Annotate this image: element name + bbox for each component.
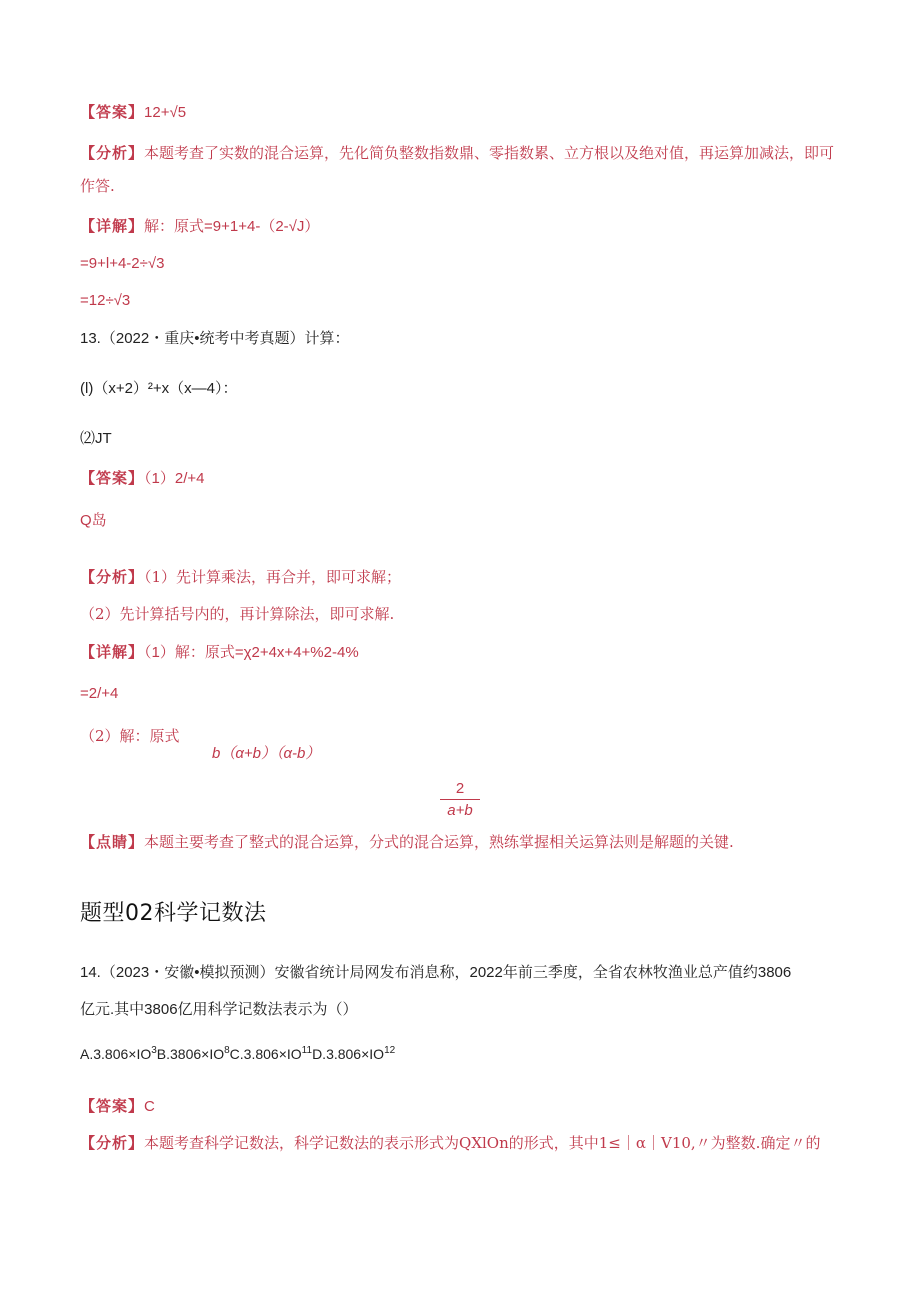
q13-part-1: (l)（x+2）²+x（x—4）： — [80, 380, 238, 397]
q12-step-2: =12÷√3 — [80, 292, 131, 309]
q13-detail — [80, 641, 842, 664]
detail-label: 【详解】 — [80, 643, 145, 661]
q13-answer-2: Q岛 — [80, 512, 107, 529]
q14-title-line-2: 亿元.其中3806亿用科学记数法表示为（） — [80, 1001, 358, 1018]
comment-label: 【点睛】 — [80, 833, 145, 851]
option-b[interactable]: $B.3806\times IO^8$ — [156, 1045, 230, 1062]
analysis-label: 【分析】 — [80, 1134, 145, 1152]
q12-step-1: =9+l+4-2÷√3 — [80, 255, 165, 272]
q14-answer — [80, 1095, 842, 1118]
option-a[interactable]: $A.3.806\times IO^3$ — [80, 1045, 157, 1062]
section-heading: 题型02科学记数法 — [80, 901, 267, 926]
detail-text: 解：原式=9+1+4-（2-√J） — [144, 218, 320, 235]
answer-label: 【答案】 — [80, 103, 145, 121]
q13-detail-2: （2）解：原式 — [80, 727, 180, 745]
q13-detail-2-expr: b（α+b）（α-b） — [212, 745, 321, 762]
q13-title: 13.（2022・重庆•统考中考真题）计算： — [80, 330, 350, 347]
q13-comment — [80, 831, 842, 853]
q13-analysis-2: （2）先计算括号内的，再计算除法，即可求解. — [80, 605, 395, 623]
q13-answer — [80, 467, 842, 490]
q12-analysis — [80, 137, 842, 203]
analysis-text: 本题考查了实数的混合运算，先化简负整数指数鼎、零指数累、立方根以及绝对值，再运算加减法，即可作答. — [80, 144, 835, 195]
q13-analysis — [80, 566, 842, 588]
q14-options — [80, 1043, 842, 1065]
answer-value: 12+√5 — [144, 104, 187, 121]
q12-detail — [80, 215, 842, 238]
q14-analysis — [80, 1132, 842, 1154]
analysis-label: 【分析】 — [80, 144, 145, 162]
analysis-label: 【分析】 — [80, 568, 145, 586]
option-d[interactable]: $D.3.806\times IO^{12}$ — [312, 1045, 396, 1062]
analysis-text-1: （1）先计算乘法，再合并，即可求解； — [144, 568, 402, 586]
q13-detail-1-step: =2/+4 — [80, 685, 119, 702]
option-c[interactable]: $C.3.806\times IO^{11}$ — [229, 1045, 313, 1062]
q13-part-2: ⑵JT — [80, 430, 112, 447]
fraction-denominator: a+b — [447, 802, 473, 819]
analysis-text: 本题考查科学记数法，科学记数法的表示形式为QXlOn的形式，其中1≤｜α｜V10,〃为整数.确定〃的 — [144, 1134, 821, 1152]
detail-text-1: （1）解：原式=χ2+4x+4+%2-4% — [144, 644, 359, 661]
comment-text: 本题主要考查了整式的混合运算，分式的混合运算，熟练掌握相关运算法则是解题的关键. — [144, 833, 734, 851]
q13-fraction — [440, 779, 480, 822]
answer-value: C — [144, 1098, 155, 1115]
answer-value: （1）2/+4 — [144, 470, 205, 487]
q12-answer — [80, 101, 842, 124]
detail-label: 【详解】 — [80, 217, 145, 235]
answer-label: 【答案】 — [80, 1097, 145, 1115]
answer-label: 【答案】 — [80, 469, 145, 487]
fraction-numerator: 2 — [440, 779, 480, 800]
q14-title-line-1: 14.（2023・安徽•模拟预测）安徽省统计局网发布消息称，2022年前三季度，全省农林牧渔业总产值约3806 — [80, 964, 792, 981]
